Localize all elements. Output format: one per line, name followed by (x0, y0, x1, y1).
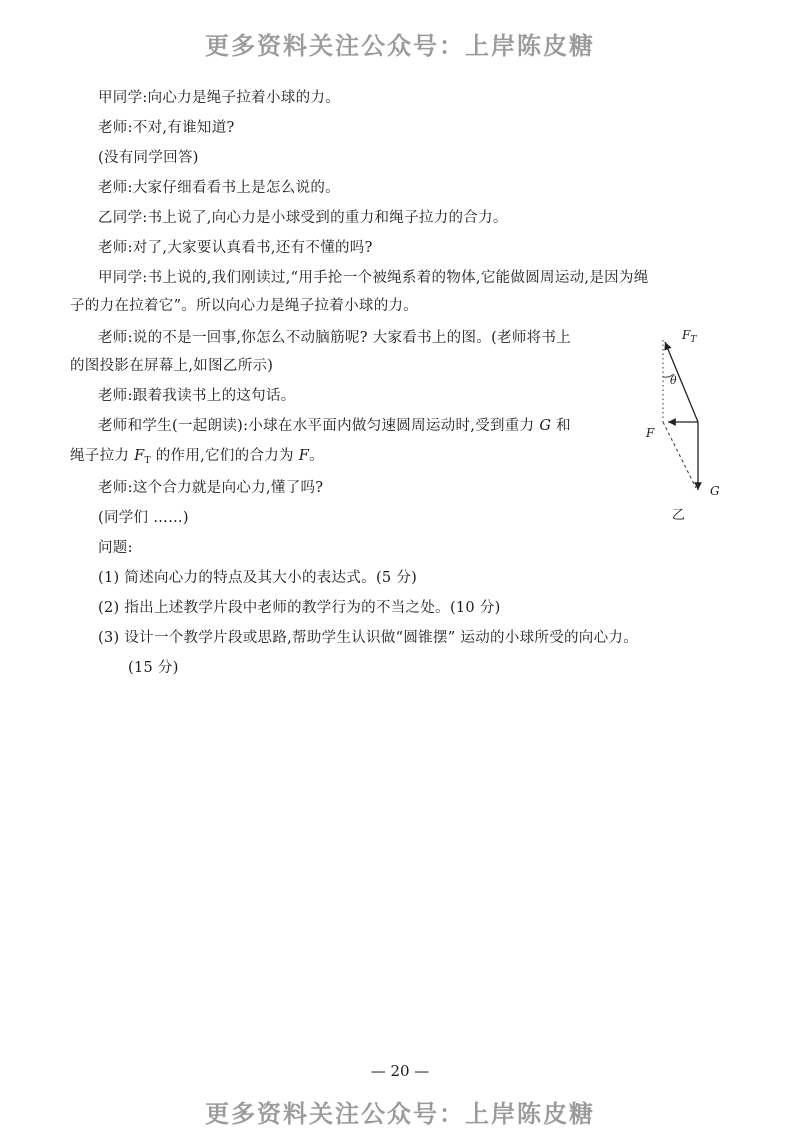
question-1: (1) 简述向心力的特点及其大小的表达式。(5 分) (98, 570, 418, 586)
symbol-ft: F (134, 448, 145, 464)
text-line-12-end: 和 (556, 418, 571, 434)
question-3: (3) 设计一个教学片段或思路,帮助学生认识做“圆锥摆” 运动的小球所受的向心力。 (98, 630, 638, 646)
text-line-14: 老师:这个合力就是向心力,懂了吗? (98, 480, 324, 496)
text-line-6: 老师:对了,大家要认真看书,还有不懂的吗? (98, 240, 373, 256)
text-line-12-main: 老师和学生(一起朗读):小球在水平面内做匀速圆周运动时,受到重力 (98, 418, 535, 434)
symbol-g: G (539, 418, 552, 434)
text-line-4: 老师:大家仔细看看书上是怎么说的。 (98, 180, 340, 196)
text-line-11: 老师:跟着我读书上的这句话。 (98, 388, 296, 404)
text-line-9: 老师:说的不是一回事,你怎么不动脑筋呢? 大家看书上的图。(老师将书上 (98, 330, 572, 346)
construction-line (663, 422, 696, 488)
text-line-2: 老师:不对,有谁知道? (98, 120, 235, 136)
text-line-13-a: 绳子拉力 (70, 448, 130, 464)
text-line-8: 子的力在拉着它”。所以向心力是绳子拉着小球的力。 (70, 298, 419, 314)
tension-label (682, 328, 696, 345)
tension-label-sub: T (690, 335, 697, 345)
text-line-12 (98, 416, 571, 436)
text-line-3: (没有同学回答) (98, 150, 199, 166)
force-diagram (636, 322, 736, 522)
text-line-7: 甲同学:书上说的,我们刚读过,“用手抡一个被绳系着的物体,它能做圆周运动,是因为绳 (98, 270, 649, 286)
watermark-bottom: 更多资料关注公众号：上岸陈皮糖 (205, 1100, 595, 1128)
force-diagram-svg (636, 322, 736, 522)
text-line-5: 乙同学:书上说了,向心力是小球受到的重力和绳子拉力的合力。 (98, 210, 508, 226)
watermark-top: 更多资料关注公众号：上岸陈皮糖 (205, 32, 595, 60)
page-number: — 20 — (370, 1062, 430, 1080)
theta-label: θ (670, 374, 677, 387)
question-2: (2) 指出上述教学片段中老师的教学行为的不当之处。(10 分) (98, 600, 501, 616)
figure-caption: 乙 (672, 508, 686, 523)
text-line-15: (同学们 ……) (98, 510, 189, 526)
symbol-f: F (298, 448, 310, 464)
gravity-label: G (710, 484, 720, 498)
text-line-1: 甲同学:向心力是绳子拉着小球的力。 (98, 90, 340, 106)
text-line-10: 的图投影在屏幕上,如图乙所示) (70, 358, 274, 374)
text-line-13 (70, 446, 324, 471)
questions-heading: 问题: (98, 540, 133, 556)
text-line-13-end: 。 (309, 448, 324, 464)
question-3-score: (15 分) (128, 660, 179, 676)
resultant-force-label: F (646, 426, 655, 440)
tension-label-f: F (682, 328, 691, 342)
symbol-ft-subscript: T (144, 456, 151, 466)
text-line-13-b: 的作用,它们的合力为 (155, 448, 294, 464)
